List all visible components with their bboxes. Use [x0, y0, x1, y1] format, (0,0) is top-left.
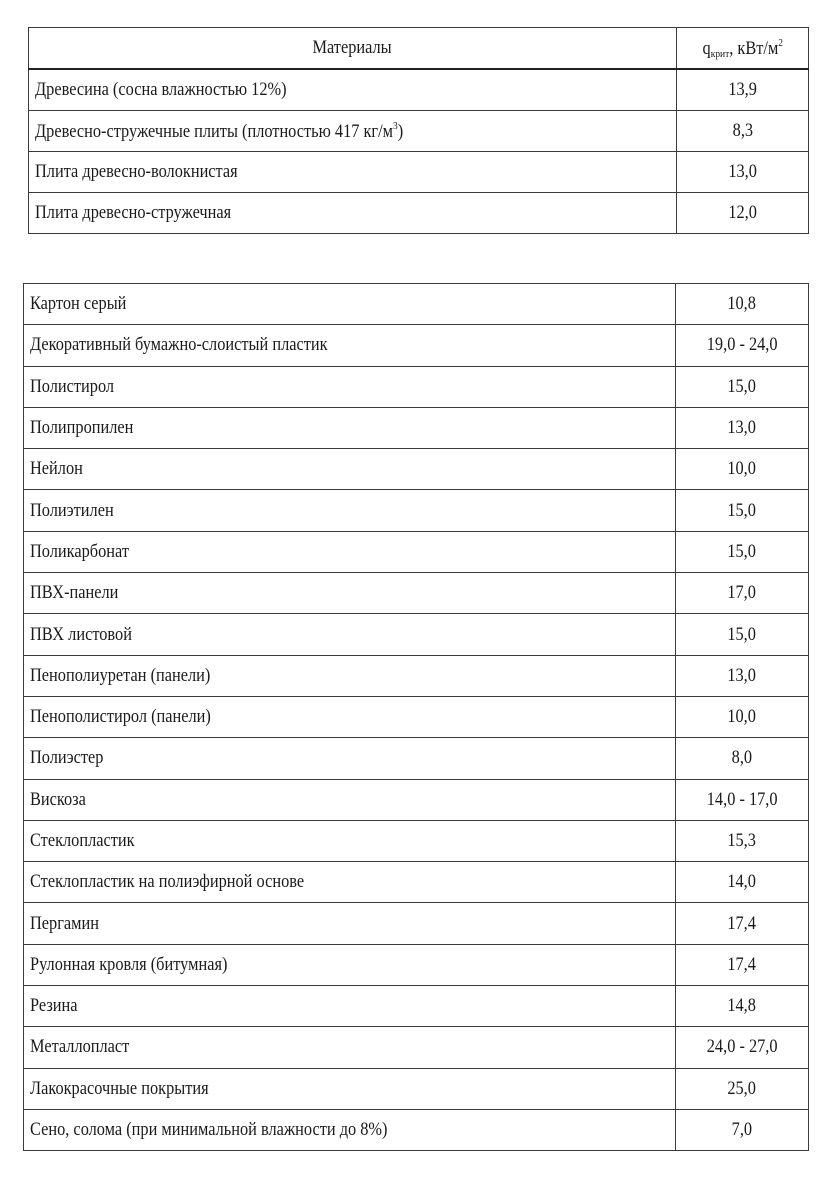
material-value: 15,0: [676, 614, 809, 655]
table-row: [24, 820, 809, 861]
material-name: Пенополистирол (панели): [24, 696, 676, 737]
table-row: [24, 986, 809, 1027]
table-row: [24, 284, 809, 325]
material-name: Резина: [24, 986, 676, 1027]
table-row: [24, 862, 809, 903]
material-name: Плита древесно-стружечная: [29, 193, 677, 234]
table-row: [24, 1027, 809, 1068]
material-value: 8,0: [676, 738, 809, 779]
material-value: 17,0: [676, 573, 809, 614]
material-value: 7,0: [676, 1109, 809, 1150]
material-name: Вискоза: [24, 779, 676, 820]
table-row: [24, 614, 809, 655]
material-value: 13,0: [676, 655, 809, 696]
material-value: 14,0: [676, 862, 809, 903]
material-value: 15,0: [676, 366, 809, 407]
materials-table-1: [28, 27, 809, 234]
material-name: Металлопласт: [24, 1027, 676, 1068]
table-row: [24, 490, 809, 531]
table-row: [29, 69, 809, 111]
unit-subscript: крит: [710, 47, 729, 60]
material-name: Стеклопластик на полиэфирной основе: [24, 862, 676, 903]
material-name: Полиэстер: [24, 738, 676, 779]
material-name: Полистирол: [24, 366, 676, 407]
material-value: 8,3: [677, 111, 809, 152]
material-value: 14,0 - 17,0: [676, 779, 809, 820]
material-name: Пергамин: [24, 903, 676, 944]
material-value: 10,8: [676, 284, 809, 325]
material-value: 14,8: [676, 986, 809, 1027]
material-value: 19,0 - 24,0: [676, 325, 809, 366]
material-name: Лакокрасочные покрытия: [24, 1068, 676, 1109]
material-value: 15,0: [676, 531, 809, 572]
material-name: Пенополиуретан (панели): [24, 655, 676, 696]
material-name: Полиэтилен: [24, 490, 676, 531]
material-name: Нейлон: [24, 449, 676, 490]
material-name: Плита древесно-волокнистая: [29, 152, 677, 193]
table-row: [29, 193, 809, 234]
material-name: Древесно-стружечные плиты (плотностью 417 $кг/м^3$): [29, 111, 677, 152]
table-row: [24, 696, 809, 737]
table-row: [29, 152, 809, 193]
material-value: 17,4: [676, 903, 809, 944]
table-row: [24, 903, 809, 944]
material-value: 17,4: [676, 944, 809, 985]
material-value: 13,0: [677, 152, 809, 193]
material-name: ПВХ листовой: [24, 614, 676, 655]
header-materials: [29, 28, 677, 70]
table-row: [24, 325, 809, 366]
table-row: [24, 738, 809, 779]
table-row: [24, 366, 809, 407]
material-name: Полипропилен: [24, 407, 676, 448]
material-value: 10,0: [676, 449, 809, 490]
material-name: Стеклопластик: [24, 820, 676, 861]
table-row: [24, 779, 809, 820]
table-row: [24, 655, 809, 696]
material-value: 13,0: [676, 407, 809, 448]
material-name: ПВХ-панели: [24, 573, 676, 614]
table-row: [24, 407, 809, 448]
table-header-row: [29, 28, 809, 70]
table-row: [24, 573, 809, 614]
material-value: 10,0: [676, 696, 809, 737]
material-name: Поликарбонат: [24, 531, 676, 572]
table-row: [24, 531, 809, 572]
material-name: Древесина (сосна влажностью 12%): [29, 69, 677, 111]
materials-table-2: [23, 283, 809, 1151]
material-value: 25,0: [676, 1068, 809, 1109]
material-value: 15,0: [676, 490, 809, 531]
material-value: 24,0 - 27,0: [676, 1027, 809, 1068]
header-unit-label: [702, 37, 782, 60]
table-row: [24, 449, 809, 490]
material-value: 12,0: [677, 193, 809, 234]
header-materials-label: Материалы: [312, 37, 393, 58]
material-name: Картон серый: [24, 284, 676, 325]
table-row: [24, 1068, 809, 1109]
table-row: [24, 944, 809, 985]
unit-superscript: 2: [778, 36, 783, 49]
header-critical-heat-flux: [677, 28, 809, 70]
material-name: Декоративный бумажно-слоистый пластик: [24, 325, 676, 366]
table-row: [29, 111, 809, 152]
material-value: 15,3: [676, 820, 809, 861]
material-value: 13,9: [677, 69, 809, 111]
material-name: Сено, солома (при минимальной влажности до 8%): [24, 1109, 676, 1150]
unit-text: , кВт/м: [728, 37, 779, 59]
table-2-body: [24, 284, 809, 1151]
table-row: [24, 1109, 809, 1150]
material-name: Рулонная кровля (битумная): [24, 944, 676, 985]
unit-symbol: q: [702, 37, 711, 59]
